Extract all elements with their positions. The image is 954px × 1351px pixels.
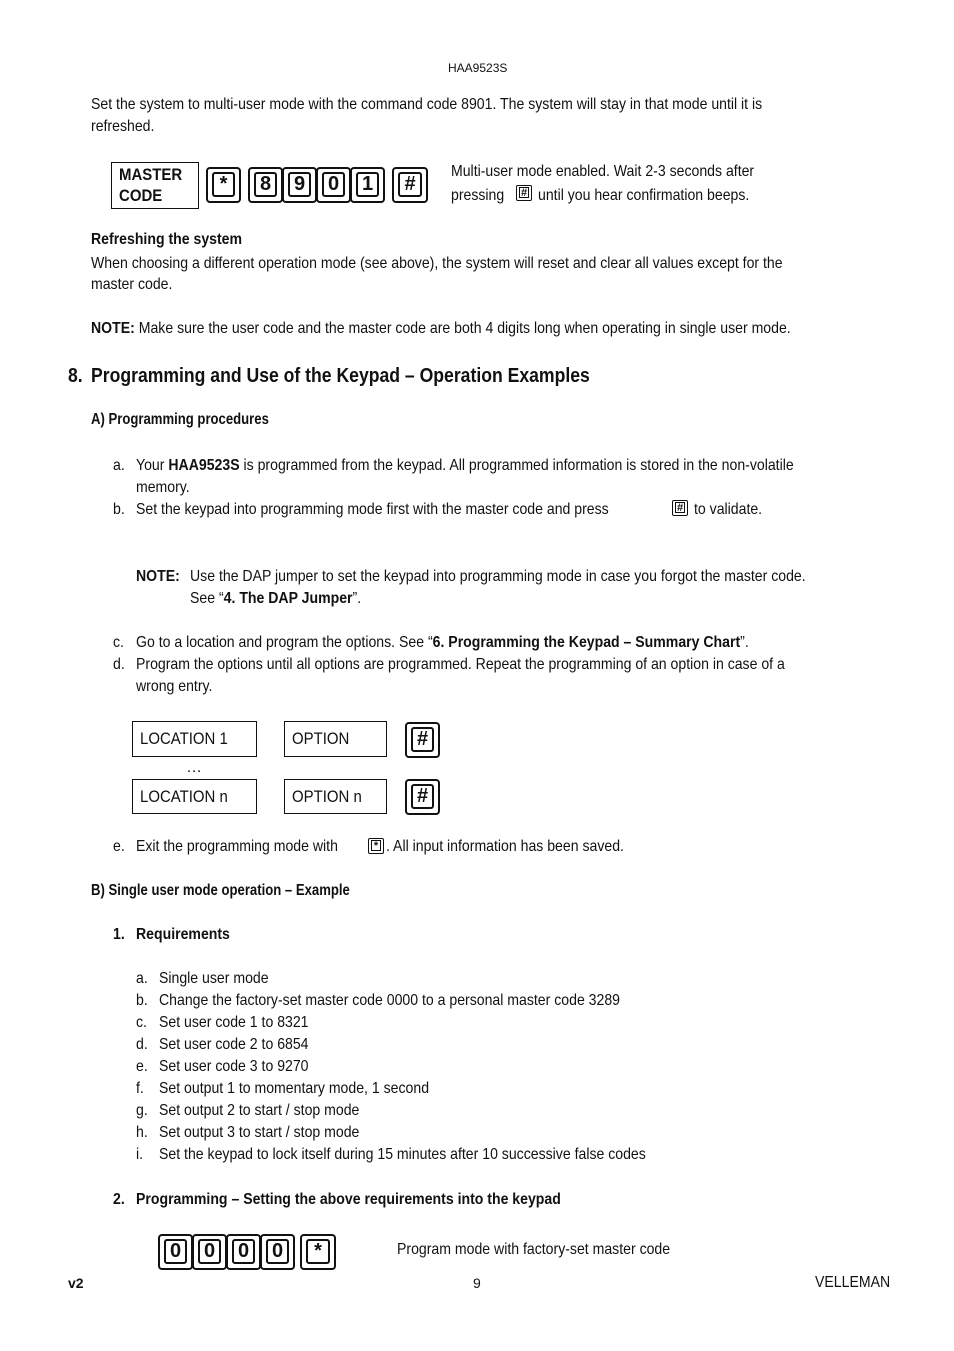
refreshing-line-1: When choosing a different operation mode (see above), the system will reset and clear all values except for the — [91, 255, 783, 272]
programming-marker: 2. — [113, 1191, 125, 1208]
key-0-icon: 0 — [158, 1234, 193, 1270]
hash-key-icon: # — [392, 167, 428, 203]
product-code: HAA9523S — [168, 457, 240, 474]
key-0-icon: 0 — [192, 1234, 227, 1270]
item-b-marker: b. — [113, 501, 125, 518]
section-a-title: A) Programming procedures — [91, 411, 269, 428]
item-b-text: Set the keypad into programming mode first with the master code and press — [136, 501, 609, 518]
refreshing-title: Refreshing the system — [91, 231, 243, 248]
item-a-line-2: memory. — [136, 479, 190, 496]
note-label: NOTE: — [91, 320, 135, 337]
multi-user-note-line-2-pre: pressing — [451, 187, 505, 204]
program-mode-description: Program mode with factory-set master code — [397, 1241, 671, 1258]
footer-brand: VELLEMAN — [815, 1274, 891, 1291]
note-single-user — [91, 318, 791, 340]
refreshing-line-2: master code. — [91, 276, 173, 293]
multi-user-note-line-1: Multi-user mode enabled. Wait 2-3 seconds after — [451, 163, 755, 180]
note-dap-line-1: Use the DAP jumper to set the keypad into programming mode in case you forgot the master code. — [190, 568, 806, 585]
item-a-text: Your HAA9523S is programmed from the keypad. All programmed information is stored in the non-volatile — [136, 457, 794, 474]
item-e-text-post: . All input information has been saved. — [386, 838, 624, 855]
hash-key-inline-icon: # — [516, 185, 532, 201]
star-key-inline-icon: * — [368, 838, 384, 854]
item-d-line-1: Program the options until all options are programmed. Repeat the programming of an option in case of a — [136, 656, 785, 673]
requirements-marker: 1. — [113, 926, 125, 943]
master-code-label-2: CODE — [119, 186, 163, 205]
key-9-icon: 9 — [282, 167, 317, 203]
note-dap-label: NOTE: — [136, 568, 180, 585]
item-b-text-post: to validate. — [694, 501, 763, 518]
option-n-box: OPTION n — [284, 779, 387, 814]
star-key-icon: * — [206, 167, 241, 203]
hash-key-icon: # — [405, 779, 440, 815]
item-d-line-2: wrong entry. — [136, 678, 213, 695]
item-e-marker: e. — [113, 838, 125, 855]
item-e-text: Exit the programming mode with — [136, 838, 338, 855]
hash-key-inline-icon: # — [672, 500, 688, 516]
section-8-number: 8. — [68, 365, 83, 387]
ellipsis: … — [186, 759, 202, 776]
master-code-box — [111, 162, 199, 209]
key-0-icon: 0 — [260, 1234, 295, 1270]
master-code-label-1: MASTER — [119, 165, 183, 184]
footer-version: v2 — [68, 1275, 84, 1291]
footer-page-number: 9 — [473, 1275, 481, 1291]
note-dap-line-2: See “4. The DAP Jumper”. — [190, 590, 362, 607]
key-0-icon: 0 — [226, 1234, 261, 1270]
multi-user-note-line-2-post: until you hear confirmation beeps. — [538, 187, 750, 204]
star-key-icon: * — [300, 1234, 336, 1270]
programming-heading: Programming – Setting the above requirements into the keypad — [136, 1191, 561, 1208]
item-a-marker: a. — [113, 457, 125, 474]
requirements-heading: Requirements — [136, 926, 230, 943]
document-id: HAA9523S — [448, 61, 508, 75]
note-text: Make sure the user code and the master code are both 4 digits long when operating in single user mode. — [138, 320, 791, 337]
hash-key-icon: # — [405, 722, 440, 758]
intro-line-1: Set the system to multi-user mode with the command code 8901. The system will stay in that mode until it is — [91, 96, 763, 113]
key-0-icon: 0 — [316, 167, 351, 203]
location-1-box: LOCATION 1 — [132, 721, 257, 757]
section-8-title: Programming and Use of the Keypad – Operation Examples — [91, 365, 590, 387]
option-box: OPTION — [284, 721, 387, 757]
key-1-icon: 1 — [350, 167, 385, 203]
key-8-icon: 8 — [248, 167, 283, 203]
item-c-marker: c. — [113, 634, 124, 651]
item-d-marker: d. — [113, 656, 125, 673]
item-c-text: Go to a location and program the options. See “6. Programming the Keypad – Summary Chart”. — [136, 634, 749, 651]
location-n-box: LOCATION n — [132, 779, 257, 814]
section-b-title: B) Single user mode operation – Example — [91, 882, 350, 899]
intro-line-2: refreshed. — [91, 118, 155, 135]
